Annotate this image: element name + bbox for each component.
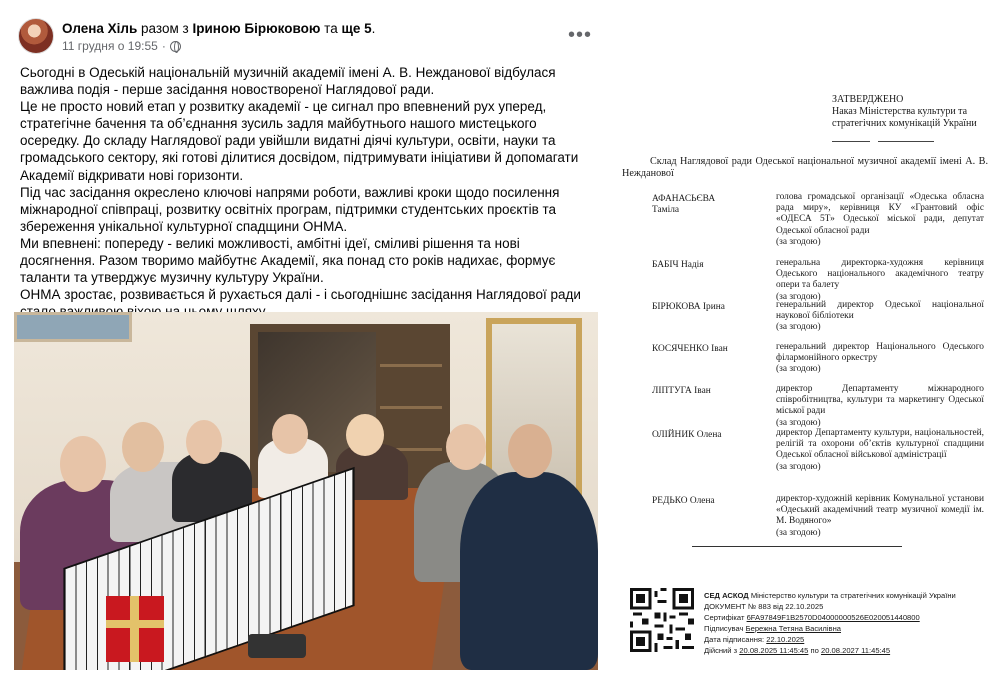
header-period: . [371, 21, 376, 36]
closing-rule [692, 546, 902, 547]
tagged-person[interactable]: Іриною Бірюковою [192, 21, 321, 36]
wall-painting [14, 312, 132, 342]
gift-box [106, 596, 164, 662]
author-avatar[interactable] [18, 18, 54, 54]
more-options-icon[interactable]: ••• [568, 24, 593, 46]
member-name: КОСЯЧЕНКО Іван [652, 344, 728, 354]
post-paragraph: Ми впевнені: попереду - великі можливості, амбітні ідеї, сміливі рішення та нові досягнення. Разом творимо майбутнє Академії, яка понад сто років надихає, формує таланти та утверджує музичну культуру України. [20, 235, 556, 286]
person-head [272, 414, 308, 454]
and-text: та [324, 21, 338, 36]
person-head [122, 422, 164, 472]
member-role: генеральний директор Національного Одеського філармонійного оркестру (за згодою) [776, 342, 984, 375]
post-body [20, 64, 598, 320]
approval-block [832, 94, 992, 142]
stamp-validity: Дійсний з 20.08.2025 11:45:45 по 20.08.2027 11:45:45 [704, 646, 891, 655]
approved-by: Наказ Міністерства культури та стратегічних комунікацій України [832, 106, 977, 129]
author-name[interactable]: Олена Хіль [62, 21, 138, 36]
post-timestamp[interactable]: 11 грудня о 19:55 [62, 39, 158, 53]
stamp-signed-date: Дата підписання: 22.10.2025 [704, 635, 805, 644]
member-name: БІРЮКОВА Ірина [652, 302, 725, 312]
signature-lines [832, 136, 992, 142]
board-composition-document [612, 0, 1000, 690]
stamp-certificate: Сертифікат 6FA97849F1B2570D04000000526E020051440800 [704, 613, 920, 622]
stamp-signer: Підписувач Бережна Тетяна Василівна [704, 624, 841, 633]
member-row [652, 258, 984, 300]
approved-heading: ЗАТВЕРДЖЕНО [832, 94, 904, 105]
globe-icon[interactable] [170, 41, 181, 52]
post-photo[interactable] [14, 312, 598, 670]
person-head [346, 414, 384, 456]
member-row [652, 384, 984, 428]
member-role: директор-художній керівник Комунальної установи «Одеський академічний театр музичної комедії ім. М. Водяного» (за згодою) [776, 494, 984, 538]
member-row [652, 300, 984, 342]
member-name: ОЛІЙНИК Олена [652, 430, 722, 440]
person-head [186, 420, 222, 464]
member-role: директор Департаменту культури, національностей, релігій та охорони об’єктів культурної спадщини Одеської обласної військової адміністрації (за згодою) [776, 428, 984, 472]
member-role: генеральна директорка-художня керівниця Одеського національного академічного театру опери та балету (за згодою) [776, 258, 984, 302]
member-name: АФАНАСЬЄВА Таміла [652, 194, 716, 216]
person-head [60, 436, 106, 492]
member-name: ЛІПТУГА Іван [652, 386, 711, 396]
e-signature-stamp [704, 590, 996, 656]
member-row [652, 192, 984, 258]
member-row [652, 342, 984, 384]
person-head [508, 424, 552, 478]
members-list [652, 192, 984, 548]
member-row [652, 428, 984, 494]
device-on-table [248, 634, 306, 658]
person [460, 472, 598, 670]
stamp-document: ДОКУМЕНТ № 883 від 22.10.2025 [704, 602, 824, 611]
document-title: Склад Наглядової ради Одеської національної музичної академії імені А. В. Нежданової [622, 156, 988, 179]
with-text: разом з [141, 21, 189, 36]
post-header [62, 20, 375, 37]
others-link[interactable]: ще 5 [341, 21, 372, 36]
post-meta [62, 39, 181, 53]
member-row [652, 494, 984, 548]
qr-code-icon [630, 588, 694, 652]
member-role: генеральний директор Одеської національної наукової бібліотеки (за згодою) [776, 300, 984, 333]
member-name: БАБІЧ Надія [652, 260, 704, 270]
stamp-header: СЕД АСКОД Міністерство культури та стратегічних комунікацій України [704, 591, 956, 600]
meta-separator: · [161, 39, 166, 53]
post-paragraph: Сьогодні в Одеській національній музичній академії імені А. В. Нежданової відбулася важлива подія - перше засідання новоствореної Наглядової ради. [20, 65, 556, 98]
post-paragraph: Це не просто новий етап у розвитку академії - це сигнал про впевнений рух уперед, стратегічне бачення та об’єднання зусиль задля майбутнього нашого мистецького осередку. До складу Наглядової ради увійшли видатні діячі культури, освіти, науки та громадського сектору, які готові ділитися досвідом, підтримувати ініціативи й допомагати Академії відкривати нові горизонти. [20, 99, 579, 183]
member-name: РЕДЬКО Олена [652, 496, 715, 506]
post-paragraph: Під час засідання окреслено ключові напрями роботи, важливі кроки щодо посилення міжнародної співпраці, розвитку освітніх програм, підтримки студентських проєктів та збереження унікальної культурної спадщини ОНМА. [20, 184, 560, 234]
member-role: голова громадської організації «Одеська обласна рада миру», керівниця КУ «Грантовий офіс «ОДЕСА 5Т» Одеської міської ради, депутат Одеської обласної ради (за згодою) [776, 192, 984, 247]
member-role: директор Департаменту міжнародного співробітництва, культури та маркетингу Одеської міської ради (за згодою) [776, 384, 984, 428]
person-head [446, 424, 486, 470]
post-paragraph: ОНМА зростає, розвивається й рухається далі - і сьогоднішнє засідання Наглядової ради [20, 287, 581, 303]
